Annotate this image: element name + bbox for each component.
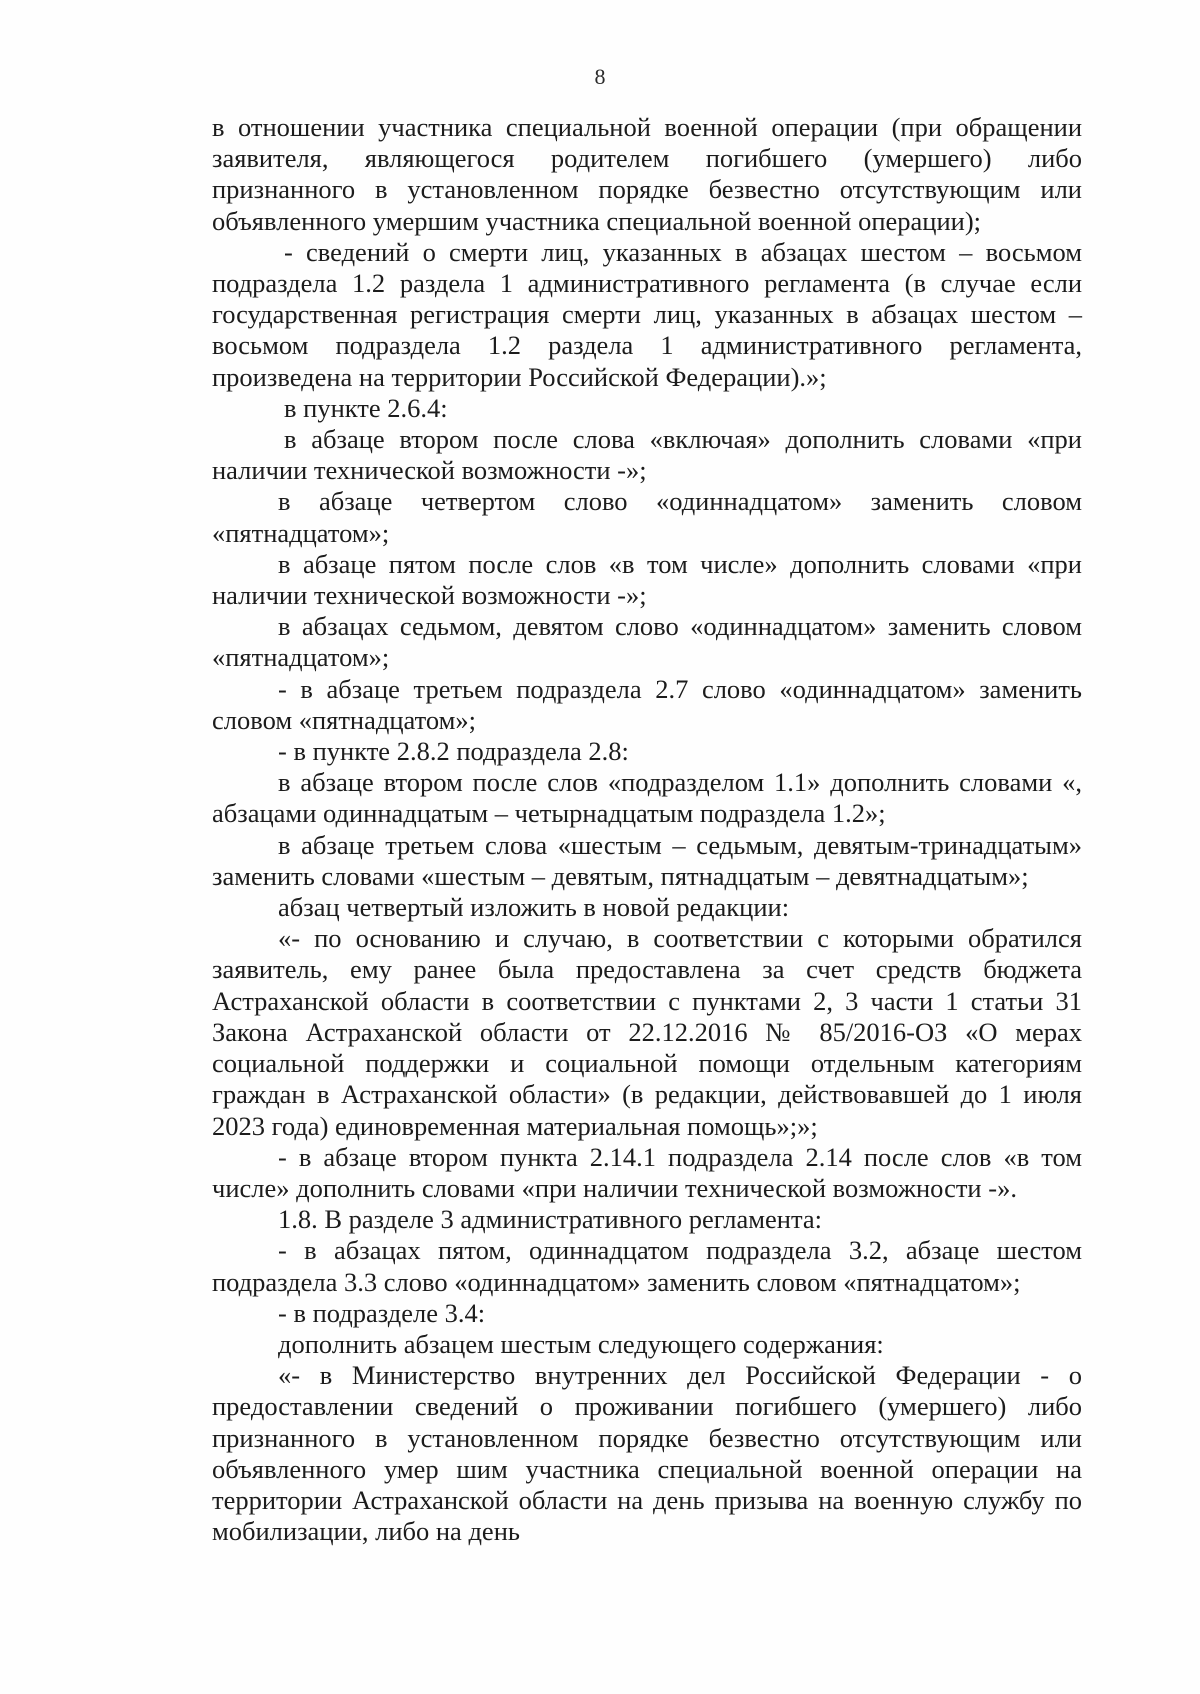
document-body — [212, 112, 1082, 1547]
paragraph: в отношении участника специальной военной операции (при обращении заявителя, являющегося родителем погибшего (умершего) либо признанного в установленном порядке безвестно отсутствующим или объявленного умершим участника специальной военной операции); — [212, 112, 1082, 236]
page-number: 8 — [594, 64, 606, 89]
paragraph: в абзаце втором после слова «включая» дополнить словами «при наличии технической возможности -»; — [212, 424, 1082, 486]
paragraph: в абзаце втором после слов «подразделом 1.1» дополнить словами «, абзацами одиннадцатым – четырнадцатым подраздела 1.2»; — [212, 767, 1082, 829]
paragraph: - в подразделе 3.4: — [278, 1297, 486, 1328]
paragraph: в абзаце третьем слова «шестым – седьмым, девятым-тринадцатым» заменить словами «шестым – девятым, пятнадцатым – девятнадцатым»; — [212, 829, 1082, 891]
paragraph: в абзаце четвертом слово «одиннадцатом» заменить словом «пятнадцатом»; — [212, 486, 1082, 548]
paragraph: - в пункте 2.8.2 подраздела 2.8: — [278, 736, 629, 767]
paragraph: «- в Министерство внутренних дел Российской Федерации - о предоставлении сведений о проживании погибшего (умершего) либо признанного в установленном порядке безвестно отсутствующим или объявленного умер шим участника специальной военной операции на территории Астраханской области на день призыва на военную службу по мобилизации, либо на день — [212, 1360, 1082, 1547]
paragraph: дополнить абзацем шестым следующего содержания: — [278, 1328, 884, 1359]
paragraph: в абзаце пятом после слов «в том числе» дополнить словами «при наличии технической возможности -»; — [212, 548, 1082, 611]
paragraph: - в абзаце третьем подраздела 2.7 слово «одиннадцатом» заменить словом «пятнадцатом»; — [212, 673, 1082, 735]
paragraph: 1.8. В разделе 3 административного регламента: — [278, 1204, 823, 1235]
paragraph: «- по основанию и случаю, в соответствии с которыми обратился заявитель, ему ранее была предоставлена за счет средств бюджета Астраханской области в соответствии с пунктами 2, 3 части 1 статьи 31 Закона Астраханской области от 22.12.2016 № 85/2016-ОЗ «О мерах социальной поддержки и социальной помощи отдельным категориям граждан в Астраханской области» (в редакции, действовавшей до 1 июля 2023 года) единовременная материальная помощь»;»; — [212, 923, 1082, 1141]
paragraph: абзац четвертый изложить в новой редакции: — [278, 892, 790, 923]
paragraph: в абзацах седьмом, девятом слово «одиннадцатом» заменить словом «пятнадцатом»; — [212, 611, 1082, 673]
paragraph: в пункте 2.6.4: — [284, 392, 448, 423]
paragraph: - в абзацах пятом, одиннадцатом подраздела 3.2, абзаце шестом подраздела 3.3 слово «одиннадцатом» заменить словом «пятнадцатом»; — [212, 1235, 1082, 1297]
paragraph: - сведений о смерти лиц, указанных в абзацах шестом – восьмом подраздела 1.2 раздела 1 административного регламента (в случае если государственная регистрация смерти лиц, указанных в абзацах шестом – восьмом подраздела 1.2 раздела 1 административного регламента, произведена на территории Российской Федерации).»; — [212, 236, 1082, 392]
paragraph: - в абзаце втором пункта 2.14.1 подраздела 2.14 после слов «в том числе» дополнить словами «при наличии технической возможности -». — [212, 1141, 1082, 1203]
